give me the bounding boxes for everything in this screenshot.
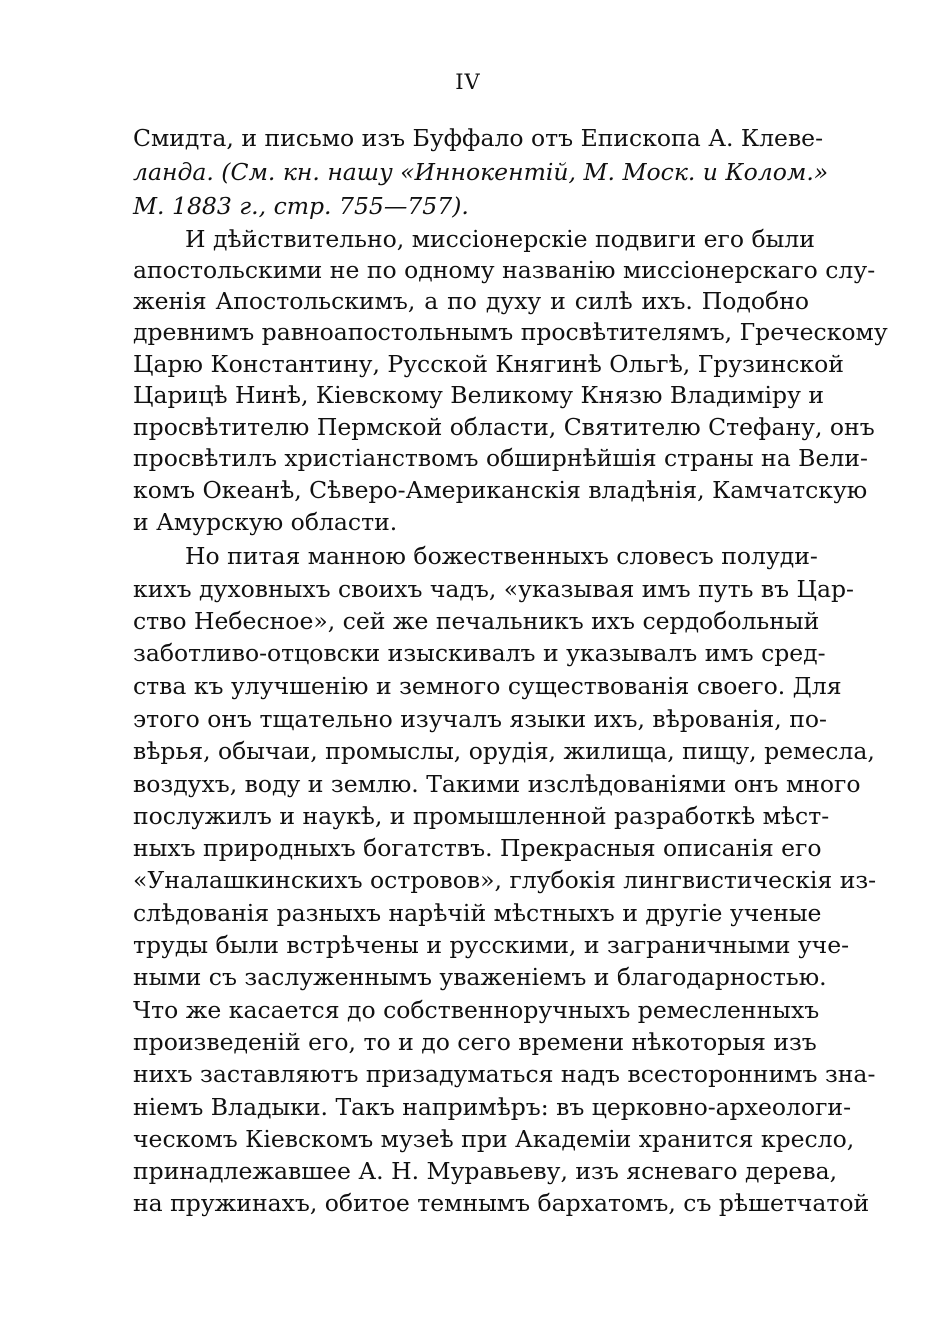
page-number: IV xyxy=(455,70,481,94)
text-line: Смидта, и письмо изъ Буффало отъ Епископа А. Клеве- xyxy=(133,124,824,152)
text-line: просвѣтителю Пермской области, Святителю Стефану, онъ xyxy=(133,413,875,441)
text-line: женія Апостольскимъ, а по духу и силѣ ихъ. Подобно xyxy=(133,287,809,315)
text-line: ланда. (См. кн. нашу «Иннокентій, М. Моск. и Колом.» xyxy=(133,158,829,186)
text-line: вѣрья, обычаи, промыслы, орудія, жилища, пищу, ремесла, xyxy=(133,737,875,765)
text-line: ніемъ Владыки. Такъ напримѣръ: въ церковно-археологи- xyxy=(133,1093,852,1121)
text-line: заботливо-отцовски изыскивалъ и указывалъ имъ сред- xyxy=(133,639,826,667)
text-line: на пружинахъ, обитое темнымъ бархатомъ, съ рѣшетчатой xyxy=(133,1189,870,1217)
text-line: Царицѣ Нинѣ, Кіевскому Великому Князю Владиміру и xyxy=(133,381,825,409)
text-line: просвѣтилъ христіанствомъ обширнѣйшія страны на Вели- xyxy=(133,444,868,472)
text-line: ческомъ Кіевскомъ музеѣ при Академіи хранится кресло, xyxy=(133,1125,855,1153)
text-line: и Амурскую области. xyxy=(133,508,398,536)
text-line: принадлежавшее А. Н. Муравьеву, изъ ясневаго дерева, xyxy=(133,1157,838,1185)
text-line: Царю Константину, Русской Княгинѣ Ольгѣ, Грузинской xyxy=(133,350,844,378)
text-line: ныхъ природныхъ богатствъ. Прекрасныя описанія его xyxy=(133,834,822,862)
text-line: труды были встрѣчены и русскими, и заграничными уче- xyxy=(133,931,850,959)
text-line: И дѣйствительно, миссіонерскіе подвиги его были xyxy=(185,225,815,253)
text-line: комъ Океанѣ, Сѣверо-Американскія владѣнія, Камчатскую xyxy=(133,476,868,504)
text-line: кихъ духовныхъ своихъ чадъ, «указывая имъ путь въ Цар- xyxy=(133,575,854,603)
text-line: М. 1883 г., стр. 755—757). xyxy=(133,192,469,220)
text-line: послужилъ и наукѣ, и промышленной разработкѣ мѣст- xyxy=(133,802,830,830)
text-line: ство Небесное», сей же печальникъ ихъ сердобольный xyxy=(133,607,820,635)
text-line: ства къ улучшенію и земного существованія своего. Для xyxy=(133,672,842,700)
text-line: ными съ заслуженнымъ уваженіемъ и благодарностью. xyxy=(133,963,827,991)
text-line: Но питая манною божественныхъ словесъ полуди- xyxy=(185,542,818,570)
text-line: апостольскими не по одному названію миссіонерскаго слу- xyxy=(133,256,876,284)
text-line: нихъ заставляютъ призадуматься надъ всестороннимъ зна- xyxy=(133,1060,876,1088)
text-line: слѣдованія разныхъ нарѣчій мѣстныхъ и другіе ученые xyxy=(133,899,822,927)
text-line: этого онъ тщательно изучалъ языки ихъ, вѣрованія, по- xyxy=(133,705,827,733)
text-line: древнимъ равноапостольнымъ просвѣтителямъ, Греческому xyxy=(133,318,888,346)
text-line: «Уналашкинскихъ островов», глубокія лингвистическія из- xyxy=(133,866,877,894)
text-line: Что же касается до собственноручныхъ ремесленныхъ xyxy=(133,996,820,1024)
text-line: воздухъ, воду и землю. Такими изслѣдованіями онъ много xyxy=(133,770,861,798)
text-line: произведеній его, то и до сего времени нѣкоторыя изъ xyxy=(133,1028,817,1056)
